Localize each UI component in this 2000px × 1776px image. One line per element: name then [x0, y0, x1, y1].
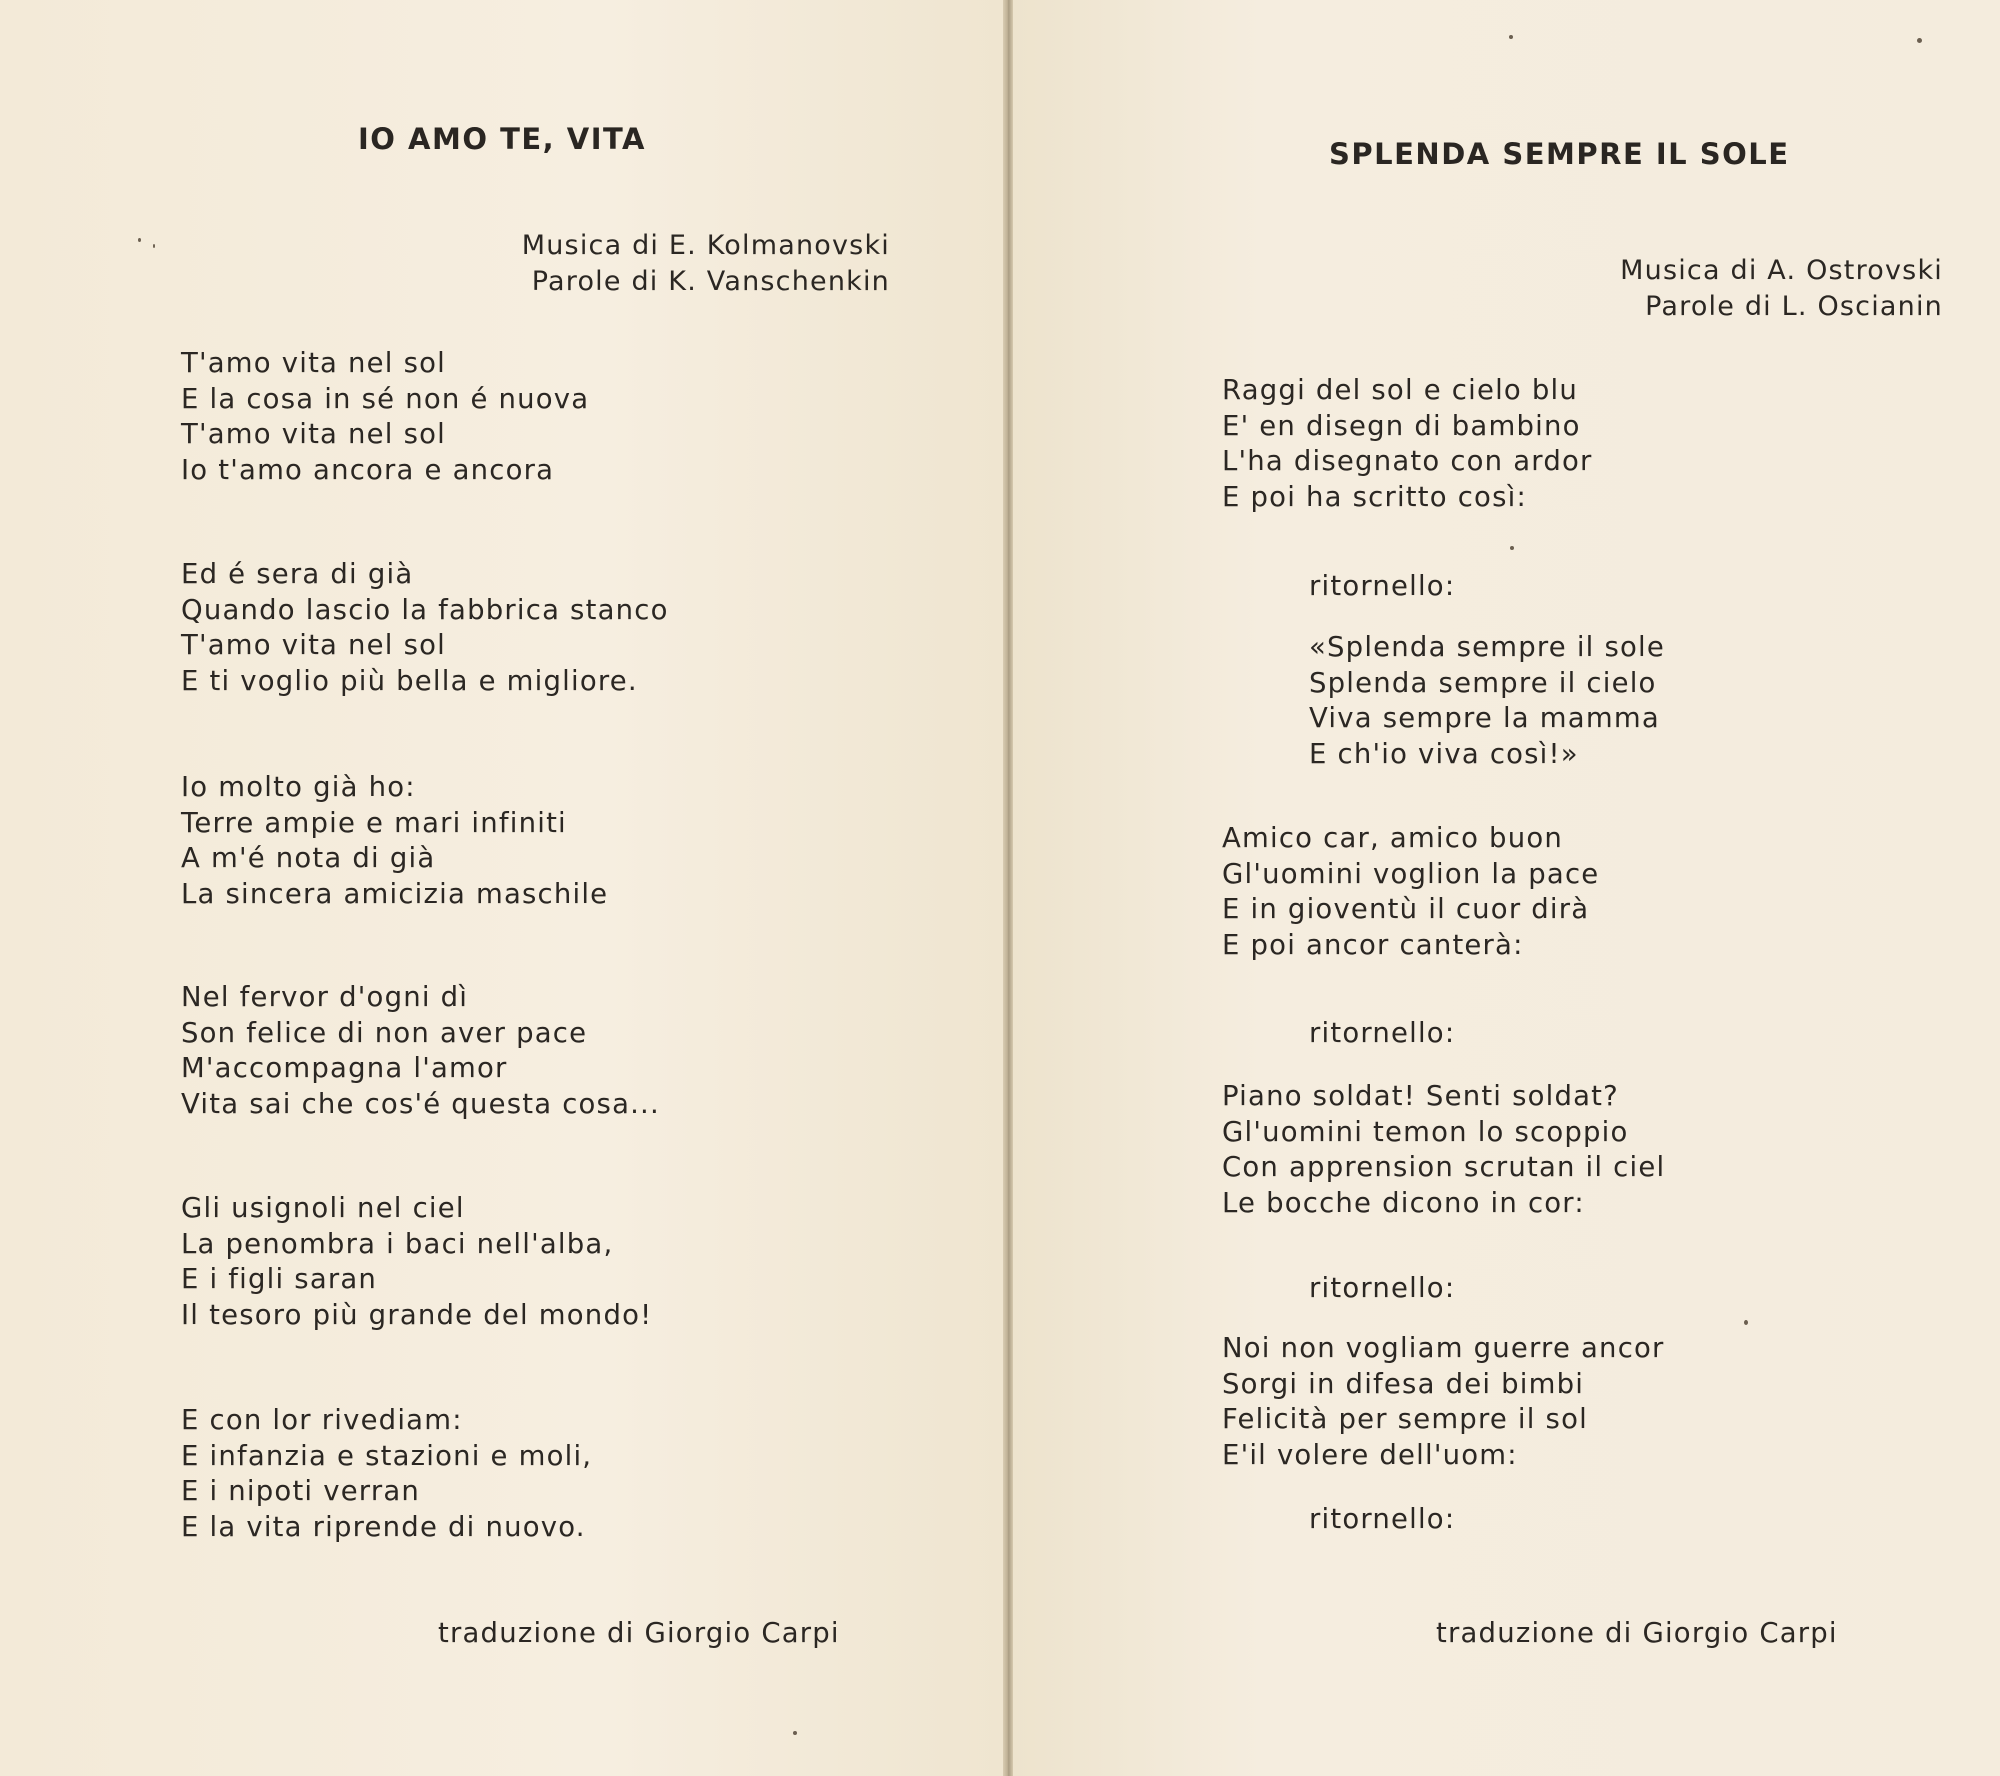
left-stanza: [181, 346, 589, 488]
lyric-line: Io t'amo ancora e ancora: [181, 453, 555, 486]
lyric-line: T'amo vita nel sol: [181, 347, 446, 379]
lyric-line: Gli usignoli nel ciel: [181, 1192, 465, 1224]
right-translator-credit: traduzione di Giorgio Carpi: [1436, 1617, 1838, 1649]
left-song-title: IO AMO TE, VITA: [358, 122, 647, 156]
chorus-line: E ch'io viva così!»: [1309, 737, 1579, 770]
lyric-line: E poi ha scritto così:: [1222, 480, 1527, 513]
lyric-line: E la vita riprende di nuovo.: [181, 1510, 586, 1543]
lyric-line: Quando lascio la fabbrica stanco: [181, 593, 669, 626]
lyric-line: T'amo vita nel sol: [181, 629, 446, 661]
left-stanza: [181, 1191, 652, 1333]
left-music-credit: Musica di E. Kolmanovski: [521, 230, 890, 261]
lyric-line: M'accompagna l'amor: [181, 1052, 508, 1084]
lyric-line: Terre ampie e mari infiniti: [181, 806, 567, 839]
lyric-line: Felicità per sempre il sol: [1222, 1403, 1588, 1435]
lyric-line: Ed é sera di già: [181, 558, 414, 590]
paper-speck: [153, 244, 155, 248]
lyric-line: Io molto già ho:: [181, 771, 416, 803]
lyric-line: Nel fervor d'ogni dì: [181, 981, 469, 1013]
left-stanza: [181, 557, 669, 699]
right-stanza: [1222, 821, 1599, 963]
lyric-line: Son felice di non aver pace: [181, 1016, 588, 1049]
lyric-line: Piano soldat! Senti soldat?: [1222, 1080, 1619, 1112]
lyric-line: E' en disegn di bambino: [1222, 409, 1581, 442]
lyric-line: Le bocche dicono in cor:: [1222, 1186, 1585, 1219]
lyric-line: E la cosa in sé non é nuova: [181, 382, 590, 415]
lyric-line: La sincera amicizia maschile: [181, 877, 609, 910]
right-song-credits: [1620, 253, 1943, 325]
lyric-line: E i nipoti verran: [181, 1475, 421, 1507]
right-music-credit: Musica di A. Ostrovski: [1620, 255, 1943, 286]
lyric-line: Raggi del sol e cielo blu: [1222, 374, 1579, 406]
paper-speck: [1510, 546, 1514, 550]
paper-speck: [793, 1731, 797, 1735]
left-translator-credit: traduzione di Giorgio Carpi: [438, 1617, 840, 1649]
left-song-credits: [522, 228, 890, 300]
left-stanza: [181, 980, 660, 1122]
right-page: [1013, 0, 2000, 1776]
lyric-line: Sorgi in difesa dei bimbi: [1222, 1367, 1585, 1400]
refrain-label: ritornello:: [1309, 1503, 1456, 1535]
paper-speck: [1509, 35, 1513, 39]
left-stanza: [181, 770, 608, 912]
lyric-line: Gl'uomini temon lo scoppio: [1222, 1115, 1629, 1148]
lyric-line: E in gioventù il cuor dirà: [1222, 893, 1590, 925]
right-stanza: [1222, 1331, 1665, 1473]
center-fold: [1003, 0, 1013, 1776]
chorus: [1309, 630, 1665, 772]
lyric-line: L'ha disegnato con ardor: [1222, 445, 1593, 477]
lyric-line: E ti voglio più bella e migliore.: [181, 664, 638, 697]
left-lyrics-credit: Parole di K. Vanschenkin: [531, 266, 890, 297]
right-lyrics-credit: Parole di L. Oscianin: [1645, 291, 1943, 322]
lyric-line: E i figli saran: [181, 1263, 378, 1295]
lyric-line: Gl'uomini voglion la pace: [1222, 857, 1600, 890]
refrain-label: ritornello:: [1309, 1017, 1456, 1049]
paper-speck: [1744, 1320, 1748, 1325]
lyric-line: Noi non vogliam guerre ancor: [1222, 1332, 1665, 1364]
paper-speck: [1917, 38, 1922, 43]
left-stanza: [181, 1403, 592, 1545]
chorus-line: «Splenda sempre il sole: [1309, 631, 1665, 663]
refrain-label: ritornello:: [1309, 570, 1456, 602]
right-song-title: SPLENDA SEMPRE IL SOLE: [1329, 137, 1790, 171]
lyric-line: E infanzia e stazioni e moli,: [181, 1439, 593, 1472]
lyric-line: T'amo vita nel sol: [181, 418, 446, 450]
chorus-line: Viva sempre la mamma: [1309, 702, 1660, 734]
lyric-line: A m'é nota di già: [181, 842, 436, 874]
right-stanza: [1222, 373, 1593, 515]
lyric-line: Il tesoro più grande del mondo!: [181, 1298, 653, 1331]
lyric-line: E'il volere dell'uom:: [1222, 1438, 1518, 1471]
chorus-line: Splenda sempre il cielo: [1309, 666, 1657, 699]
refrain-label: ritornello:: [1309, 1272, 1456, 1304]
lyric-line: Con apprension scrutan il ciel: [1222, 1151, 1666, 1183]
right-stanza: [1222, 1079, 1665, 1221]
lyric-line: E con lor rivediam:: [181, 1404, 463, 1436]
lyric-line: Amico car, amico buon: [1222, 822, 1563, 854]
lyric-line: La penombra i baci nell'alba,: [181, 1227, 614, 1260]
lyric-line: Vita sai che cos'é questa cosa...: [181, 1087, 660, 1120]
lyric-line: E poi ancor canterà:: [1222, 928, 1524, 961]
paper-speck: [138, 238, 141, 242]
